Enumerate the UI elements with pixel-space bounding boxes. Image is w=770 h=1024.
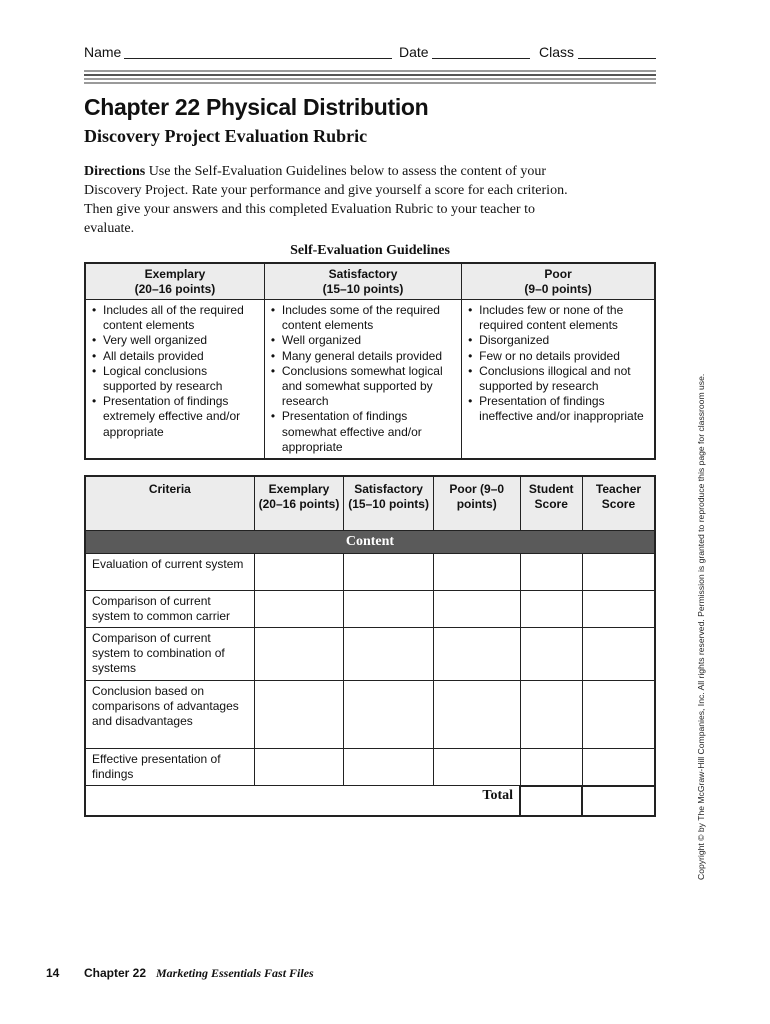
date-label: Date — [399, 44, 429, 60]
poor-cell[interactable] — [433, 748, 520, 785]
poor-cell[interactable] — [433, 680, 520, 748]
evaluation-rubric-table — [84, 475, 656, 817]
guidelines-header-row — [85, 263, 655, 300]
guideline-points-label: (9–0 points) — [524, 282, 592, 296]
guideline-list — [467, 303, 649, 425]
header-exemplary: Exemplary (20–16 points) — [254, 476, 344, 530]
criterion-label: Evaluation of current system — [85, 553, 254, 590]
guideline-item: • Includes few or none of the required content elements — [467, 303, 649, 333]
guideline-cell-satisfactory — [264, 300, 461, 460]
name-line[interactable] — [124, 58, 392, 59]
header-teacher-score: Teacher Score — [582, 476, 655, 530]
satisfactory-cell[interactable] — [344, 553, 434, 590]
satisfactory-cell[interactable] — [344, 748, 434, 785]
guideline-heading-label: Satisfactory — [328, 267, 398, 281]
table-row — [85, 627, 655, 680]
exemplary-cell[interactable] — [254, 553, 344, 590]
header-satisfactory: Satisfactory (15–10 points) — [344, 476, 434, 530]
student-score-cell[interactable] — [520, 553, 582, 590]
guideline-item: • Presentation of findings ineffective and/or inappropriate — [467, 394, 649, 424]
page-footer — [46, 966, 314, 980]
directions-paragraph — [84, 162, 584, 238]
teacher-score-cell[interactable] — [582, 553, 655, 590]
guideline-heading-label: Exemplary — [144, 267, 206, 281]
teacher-total-cell[interactable] — [582, 786, 655, 816]
criterion-label: Comparison of current system to common carrier — [85, 590, 254, 627]
guideline-item: • Disorganized — [467, 333, 649, 348]
table-row — [85, 748, 655, 785]
header-criteria: Criteria — [85, 476, 254, 530]
poor-cell[interactable] — [433, 627, 520, 680]
guideline-points-label: (15–10 points) — [322, 282, 404, 296]
guideline-item: • Presentation of findings extremely effective and/or appropriate — [91, 394, 259, 440]
guideline-points-label: (20–16 points) — [134, 282, 216, 296]
guideline-item: • Many general details provided — [270, 349, 456, 364]
student-score-cell[interactable] — [520, 748, 582, 785]
guidelines-title: Self-Evaluation Guidelines — [290, 243, 450, 258]
guideline-item: • Very well organized — [91, 333, 259, 348]
footer-book-title: Marketing Essentials Fast Files — [156, 966, 314, 980]
guideline-item: • Includes some of the required content elements — [270, 303, 456, 333]
self-evaluation-guidelines-table — [84, 262, 656, 460]
class-line[interactable] — [578, 58, 656, 59]
guideline-heading-satisfactory — [264, 263, 461, 300]
criterion-label: Conclusion based on comparisons of advantages and disadvantages — [85, 680, 254, 748]
total-row — [85, 786, 655, 816]
poor-cell[interactable] — [433, 553, 520, 590]
guideline-item: • All details provided — [91, 349, 259, 364]
total-label: Total — [482, 788, 514, 804]
satisfactory-cell[interactable] — [344, 590, 434, 627]
student-score-cell[interactable] — [520, 590, 582, 627]
rubric-header-row — [85, 476, 655, 530]
student-score-cell[interactable] — [520, 680, 582, 748]
header-rule — [84, 70, 656, 86]
guideline-item: • Includes all of the required content elements — [91, 303, 259, 333]
guideline-item: • Conclusions somewhat logical and somewhat supported by research — [270, 364, 456, 410]
table-row — [85, 590, 655, 627]
exemplary-cell[interactable] — [254, 680, 344, 748]
teacher-score-cell[interactable] — [582, 680, 655, 748]
guideline-item: • Well organized — [270, 333, 456, 348]
student-info-header — [84, 44, 656, 62]
poor-cell[interactable] — [433, 590, 520, 627]
directions-lead: Directions — [84, 164, 146, 179]
guideline-item: • Presentation of findings somewhat effective and/or appropriate — [270, 409, 456, 455]
date-line[interactable] — [432, 58, 530, 59]
guidelines-body-row — [85, 300, 655, 460]
satisfactory-cell[interactable] — [344, 680, 434, 748]
criterion-label: Comparison of current system to combination of systems — [85, 627, 254, 680]
guideline-heading-exemplary — [85, 263, 264, 300]
header-student-score: Student Score — [520, 476, 582, 530]
teacher-score-cell[interactable] — [582, 590, 655, 627]
guideline-heading-poor — [462, 263, 655, 300]
criterion-label: Effective presentation of findings — [85, 748, 254, 785]
guideline-cell-poor — [462, 300, 655, 460]
table-row — [85, 553, 655, 590]
exemplary-cell[interactable] — [254, 590, 344, 627]
footer-chapter: Chapter 22 — [84, 966, 147, 980]
student-score-cell[interactable] — [520, 627, 582, 680]
guideline-item: • Few or no details provided — [467, 349, 649, 364]
guideline-cell-exemplary — [85, 300, 264, 460]
exemplary-cell[interactable] — [254, 748, 344, 785]
student-total-cell[interactable] — [520, 786, 582, 816]
guideline-item: • Conclusions illogical and not supported by research — [467, 364, 649, 394]
content-section-row — [85, 530, 655, 553]
guideline-list — [270, 303, 456, 455]
page-number: 14 — [46, 966, 60, 980]
content-section-label: Content — [85, 530, 655, 553]
guideline-heading-label: Poor — [544, 267, 572, 281]
page-subtitle: Discovery Project Evaluation Rubric — [84, 126, 368, 146]
satisfactory-cell[interactable] — [344, 627, 434, 680]
header-poor: Poor (9–0 points) — [433, 476, 520, 530]
page-title: Chapter 22 Physical Distribution — [84, 94, 429, 120]
copyright-notice: Copyright © by The McGraw-Hill Companies, Inc. All rights reserved. Permission is granted to reproduce this page for classroom use. — [696, 373, 706, 880]
guideline-item: • Logical conclusions supported by research — [91, 364, 259, 394]
guideline-list — [91, 303, 259, 440]
teacher-score-cell[interactable] — [582, 627, 655, 680]
table-row — [85, 680, 655, 748]
teacher-score-cell[interactable] — [582, 748, 655, 785]
directions-text: Use the Self-Evaluation Guidelines below to assess the content of your Discovery Project. Rate your performance and give yourself a score for each criterion. Then give your answers and this completed Evaluation Rubric to your teacher to evaluate. — [84, 164, 568, 236]
exemplary-cell[interactable] — [254, 627, 344, 680]
name-label: Name — [84, 44, 122, 60]
class-label: Class — [539, 44, 575, 60]
